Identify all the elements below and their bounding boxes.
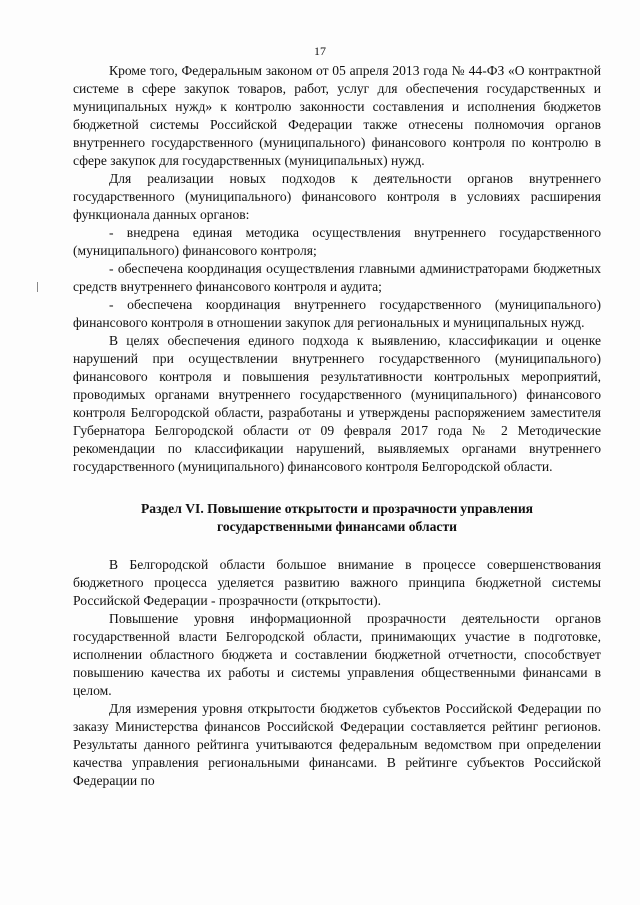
page-number: 17 <box>314 44 326 58</box>
section-heading <box>73 500 601 536</box>
paragraph-new-approaches: Для реализации новых подходов к деятельности органов внутреннего государственного (муниципального) финансового контроля в условиях расширения функционала данных органов: <box>73 171 601 222</box>
section-heading-line-2: государственными финансами области <box>217 519 457 534</box>
document-body <box>73 62 601 790</box>
list-item-coordination-procurement: - обеспечена координация внутреннего государственного (муниципального) финансового контроля в отношении закупок для региональных и муниципальных нужд. <box>73 297 601 330</box>
paragraph-unified-approach: В целях обеспечения единого подхода к выявлению, классификации и оценке нарушений при осуществлении внутреннего государственного (муниципального) финансового контроля и повышения результативности контрольных мероприятий, проводимых органами внутреннего государственного (муниципального) финансового контроля Белгородской области, разработаны и утверждены распоряжением заместителя Губернатора Белгородской области от 09 февраля 2017 года № 2 Методические рекомендации по классификации нарушений, выявляемых органами внутреннего государственного (муниципального) финансового контроля Белгородской области. <box>73 333 601 474</box>
paragraph-information-openness: Повышение уровня информационной прозрачности деятельности органов государственной власти Белгородской области, принимающих участие в подготовке, исполнении областного бюджета и составлении бюджетной отчетности, способствует повышению качества их работы и системы управления общественными финансами в целом. <box>73 611 601 698</box>
list-item-coordination-admins: - обеспечена координация осуществления главными администраторами бюджетных средств внутреннего финансового контроля и аудита; <box>73 261 601 294</box>
paragraph-transparency: В Белгородской области большое внимание в процессе совершенствования бюджетного процесса уделяется развитию важного принципа бюджетной системы Российской Федерации - прозрачности (открытости). <box>73 557 601 608</box>
section-heading-line-1: Раздел VI. Повышение открытости и прозрачности управления <box>140 501 534 516</box>
scan-margin-mark <box>37 282 38 292</box>
paragraph-rating: Для измерения уровня открытости бюджетов субъектов Российской Федерации по заказу Министерства финансов Российской Федерации составляется рейтинг регионов. Результаты данного рейтинга учитываются федеральным ведомством при определении качества управления региональными финансами. В рейтинге субъектов Российской Федерации по <box>73 701 601 788</box>
list-item-methodology: - внедрена единая методика осуществления внутреннего государственного (муниципального) финансового контроля; <box>73 225 601 258</box>
paragraph-federal-law: Кроме того, Федеральным законом от 05 апреля 2013 года № 44-ФЗ «О контрактной системе в сфере закупок товаров, работ, услуг для обеспечения государственных и муниципальных нужд» к контролю законности составления и исполнения бюджетов бюджетной системы Российской Федерации также отнесены полномочия органов внутреннего государственного (муниципального) финансового контроля по контролю в сфере закупок для государственных (муниципальных) нужд. <box>73 63 601 168</box>
